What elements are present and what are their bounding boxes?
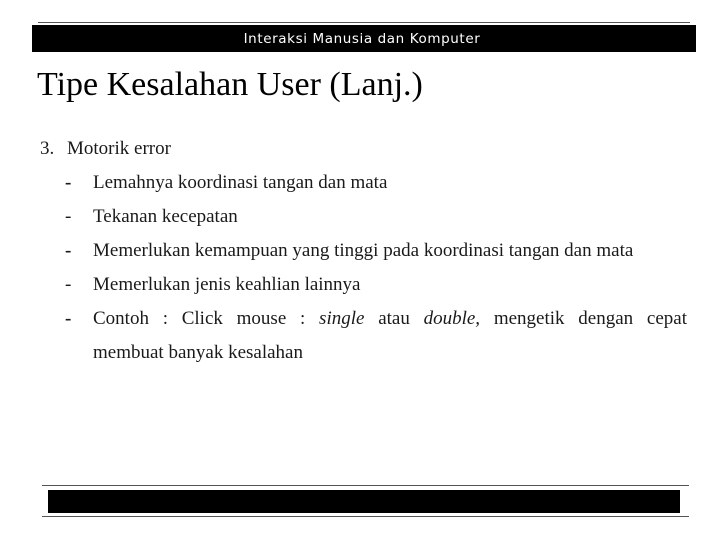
slide-title: Tipe Kesalahan User (Lanj.) bbox=[37, 66, 423, 103]
bullet-list bbox=[40, 166, 690, 336]
example-word: mengetik bbox=[493, 308, 565, 329]
bullet-text: Lemahnya koordinasi tangan dan mata bbox=[93, 172, 388, 193]
slide-content bbox=[40, 132, 690, 370]
course-title: Interaksi Manusia dan Komputer bbox=[243, 30, 481, 47]
bullet-dash: - bbox=[65, 206, 72, 227]
bottom-divider bbox=[42, 485, 689, 486]
bullet-text: Memerlukan jenis keahlian lainnya bbox=[93, 274, 361, 295]
bullet-dash: - bbox=[65, 274, 72, 295]
example-word: atau bbox=[378, 308, 410, 329]
bullet-dash: - bbox=[65, 240, 72, 261]
example-line bbox=[93, 302, 687, 336]
footer-bar bbox=[48, 490, 680, 513]
top-divider bbox=[38, 22, 690, 23]
bullet-dash: - bbox=[65, 308, 72, 329]
list-item bbox=[40, 302, 690, 336]
bullet-dash: - bbox=[65, 172, 72, 193]
list-item bbox=[40, 200, 690, 234]
list-item bbox=[40, 268, 690, 302]
list-item bbox=[40, 166, 690, 200]
bullet-text: Memerlukan kemampuan yang tinggi pada koordinasi tangan dan mata bbox=[93, 240, 634, 261]
example-word: Contoh bbox=[93, 308, 149, 329]
example-continuation: membuat banyak kesalahan bbox=[93, 342, 303, 363]
numbered-item bbox=[40, 132, 690, 166]
item-number: 3. bbox=[40, 138, 55, 159]
example-word: dengan bbox=[578, 308, 634, 329]
header-bar bbox=[32, 25, 696, 52]
bottom-divider bbox=[42, 516, 689, 517]
example-word: : bbox=[162, 308, 168, 329]
example-word: mouse bbox=[236, 308, 287, 329]
list-item bbox=[40, 234, 690, 268]
example-word: cepat bbox=[646, 308, 687, 329]
bullet-text: Tekanan kecepatan bbox=[93, 206, 238, 227]
example-word: : bbox=[300, 308, 306, 329]
item-title: Motorik error bbox=[67, 138, 171, 159]
example-word: Click bbox=[181, 308, 223, 329]
example-italic-word: single bbox=[319, 308, 365, 329]
example-italic-word: double, bbox=[423, 308, 481, 329]
